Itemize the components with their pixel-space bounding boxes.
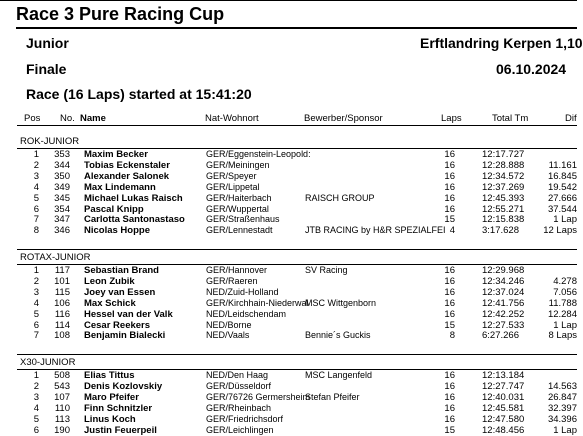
cell-nationality: GER/Hannover bbox=[206, 265, 268, 275]
cell-total-time: 12:37.024 bbox=[482, 287, 525, 298]
driver-name: Benjamin Bialecki bbox=[84, 330, 166, 341]
cell-diff: 19.542 bbox=[547, 182, 577, 193]
cell-nationality: GER/Eggenstein-Leopold: bbox=[206, 149, 311, 159]
driver-name: Tobias Eckenstaler bbox=[84, 160, 170, 171]
cell-total-time: 6:27.266 bbox=[482, 330, 519, 341]
race-info: Race (16 Laps) started at 15:41:20 bbox=[26, 86, 252, 102]
cell-laps: 16 bbox=[444, 171, 455, 182]
cell-no: 344 bbox=[54, 160, 70, 171]
cell-pos: 7 bbox=[33, 214, 39, 225]
session-name: Finale bbox=[26, 61, 67, 77]
cell-laps: 16 bbox=[444, 392, 455, 403]
driver-name: Alexander Salonek bbox=[84, 171, 170, 182]
col-header-sponsor: Bewerber/Sponsor bbox=[304, 113, 383, 124]
cell-laps: 15 bbox=[444, 214, 455, 225]
cell-total-time: 12:55.271 bbox=[482, 204, 525, 215]
driver-name: Leon Zubik bbox=[84, 276, 135, 287]
cell-pos: 1 bbox=[33, 265, 39, 276]
driver-name: Linus Koch bbox=[84, 414, 136, 425]
cell-no: 101 bbox=[54, 276, 70, 287]
cell-pos: 8 bbox=[33, 225, 39, 236]
cell-diff: 16.845 bbox=[547, 171, 577, 182]
cell-diff: 12.284 bbox=[547, 309, 577, 320]
cell-pos: 1 bbox=[33, 370, 39, 381]
cell-total-time: 12:27.533 bbox=[482, 320, 525, 331]
cell-pos: 5 bbox=[33, 414, 39, 425]
cell-total-time: 12:15.838 bbox=[482, 214, 525, 225]
cell-nationality: GER/Leichlingen bbox=[206, 425, 274, 435]
driver-name: Finn Schnitzler bbox=[84, 403, 153, 414]
cell-diff: 1 Lap bbox=[553, 214, 577, 225]
cell-nationality: NED/Vaals bbox=[206, 330, 250, 340]
cell-diff: 26.847 bbox=[547, 392, 577, 403]
cell-diff: 1 Lap bbox=[553, 320, 577, 331]
cell-no: 107 bbox=[54, 392, 70, 403]
cell-nationality: GER/Rheinbach bbox=[206, 403, 272, 413]
cell-pos: 2 bbox=[33, 160, 39, 171]
cell-diff: 14.563 bbox=[547, 381, 577, 392]
cell-pos: 3 bbox=[33, 287, 39, 298]
col-header-name: Name bbox=[80, 113, 106, 124]
cell-pos: 4 bbox=[33, 403, 39, 414]
cell-laps: 16 bbox=[444, 309, 455, 320]
cell-no: 114 bbox=[54, 320, 70, 331]
cell-diff: 37.544 bbox=[547, 204, 577, 215]
cell-laps: 16 bbox=[444, 204, 455, 215]
col-header-total: Total Tm bbox=[492, 113, 529, 124]
class-name: Junior bbox=[26, 35, 69, 51]
cell-laps: 16 bbox=[444, 265, 455, 276]
cell-laps: 16 bbox=[444, 160, 455, 171]
header-rule bbox=[17, 125, 577, 126]
cell-sponsor: RAISCH GROUP bbox=[305, 193, 375, 203]
col-header-nat: Nat-Wohnort bbox=[205, 113, 259, 124]
cell-nationality: NED/Borne bbox=[206, 320, 252, 330]
cell-pos: 3 bbox=[33, 392, 39, 403]
cell-diff: 34.396 bbox=[547, 414, 577, 425]
cell-pos: 5 bbox=[33, 309, 39, 320]
cell-no: 353 bbox=[54, 149, 70, 160]
driver-name: Denis Kozlovskiy bbox=[84, 381, 163, 392]
cell-laps: 16 bbox=[444, 193, 455, 204]
cell-laps: 8 bbox=[449, 330, 455, 341]
cell-nationality: GER/76726 Germersheim bbox=[206, 392, 311, 402]
title-rule bbox=[16, 27, 577, 29]
driver-name: Max Schick bbox=[84, 298, 136, 309]
cell-no: 508 bbox=[54, 370, 70, 381]
cell-no: 117 bbox=[54, 265, 70, 276]
cell-nationality: GER/Haiterbach bbox=[206, 193, 272, 203]
cell-total-time: 12:40.031 bbox=[482, 392, 525, 403]
track-name: Erftlandring Kerpen 1,10 bbox=[420, 35, 583, 51]
cell-total-time: 12:27.747 bbox=[482, 381, 525, 392]
cell-nationality: GER/Lippetal bbox=[206, 182, 260, 192]
cell-sponsor: Bennie´s Guckis bbox=[305, 330, 371, 340]
cell-no: 346 bbox=[54, 225, 70, 236]
driver-name: Hessel van der Valk bbox=[84, 309, 173, 320]
cell-pos: 2 bbox=[33, 276, 39, 287]
group-title: ROTAX-JUNIOR bbox=[20, 252, 91, 263]
cell-sponsor: Stefan Pfeifer bbox=[305, 392, 360, 402]
group-title: X30-JUNIOR bbox=[20, 357, 76, 368]
cell-sponsor: MSC Wittgenborn bbox=[305, 298, 377, 308]
cell-no: 106 bbox=[54, 298, 70, 309]
cell-no: 110 bbox=[54, 403, 70, 414]
cell-diff: 32.397 bbox=[547, 403, 577, 414]
cell-diff: 12 Laps bbox=[543, 225, 577, 236]
cell-laps: 16 bbox=[444, 149, 455, 160]
driver-name: Cesar Reekers bbox=[84, 320, 151, 331]
cell-nationality: GER/Speyer bbox=[206, 171, 257, 181]
driver-name: Michael Lukas Raisch bbox=[84, 193, 183, 204]
cell-laps: 16 bbox=[444, 370, 455, 381]
cell-laps: 15 bbox=[444, 425, 455, 436]
driver-name: Nicolas Hoppe bbox=[84, 225, 150, 236]
cell-no: 115 bbox=[54, 287, 70, 298]
cell-pos: 1 bbox=[33, 149, 39, 160]
cell-total-time: 12:13.184 bbox=[482, 370, 525, 381]
cell-pos: 7 bbox=[33, 330, 39, 341]
group-title: ROK-JUNIOR bbox=[20, 136, 80, 147]
group-divider bbox=[17, 354, 577, 355]
cell-nationality: GER/Lennestadt bbox=[206, 225, 273, 235]
driver-name: Maro Pfeifer bbox=[84, 392, 139, 403]
driver-name: Maxim Becker bbox=[84, 149, 148, 160]
cell-diff: 8 Laps bbox=[548, 330, 577, 341]
cell-sponsor: MSC Langenfeld bbox=[305, 370, 373, 380]
cell-laps: 16 bbox=[444, 276, 455, 287]
cell-no: 347 bbox=[54, 214, 70, 225]
cell-no: 345 bbox=[54, 193, 70, 204]
cell-laps: 16 bbox=[444, 403, 455, 414]
cell-total-time: 12:28.888 bbox=[482, 160, 525, 171]
cell-laps: 16 bbox=[444, 414, 455, 425]
cell-nationality: NED/Den Haag bbox=[206, 370, 269, 380]
cell-no: 108 bbox=[54, 330, 70, 341]
cell-diff: 4.278 bbox=[553, 276, 577, 287]
cell-laps: 16 bbox=[444, 287, 455, 298]
cell-pos: 6 bbox=[33, 204, 39, 215]
cell-pos: 6 bbox=[33, 425, 39, 436]
cell-pos: 3 bbox=[33, 171, 39, 182]
cell-no: 349 bbox=[54, 182, 70, 193]
cell-sponsor: JTB RACING by H&R SPEZIALFEI bbox=[305, 225, 446, 235]
cell-pos: 4 bbox=[33, 298, 39, 309]
cell-nationality: NED/Leidschendam bbox=[206, 309, 287, 319]
cell-diff: 11.161 bbox=[548, 160, 577, 171]
cell-pos: 5 bbox=[33, 193, 39, 204]
race-date: 06.10.2024 bbox=[496, 61, 567, 77]
cell-total-time: 12:41.756 bbox=[482, 298, 525, 309]
cell-pos: 4 bbox=[33, 182, 39, 193]
cell-no: 354 bbox=[54, 204, 70, 215]
cell-total-time: 12:29.968 bbox=[482, 265, 525, 276]
cell-total-time: 12:34.572 bbox=[482, 171, 525, 182]
cell-laps: 4 bbox=[449, 225, 455, 236]
driver-name: Carlotta Santonastaso bbox=[84, 214, 185, 225]
col-header-laps: Laps bbox=[441, 113, 462, 124]
cell-pos: 2 bbox=[33, 381, 39, 392]
driver-name: Justin Feuerpeil bbox=[84, 425, 157, 436]
cell-total-time: 12:17.727 bbox=[482, 149, 525, 160]
cell-total-time: 12:47.580 bbox=[482, 414, 525, 425]
cell-diff: 27.666 bbox=[547, 193, 577, 204]
cell-no: 543 bbox=[54, 381, 70, 392]
cell-nationality: NED/Zuid-Holland bbox=[206, 287, 279, 297]
cell-total-time: 12:45.581 bbox=[482, 403, 525, 414]
cell-pos: 6 bbox=[33, 320, 39, 331]
group-divider bbox=[17, 249, 577, 250]
col-header-diff: Dif bbox=[565, 113, 577, 124]
cell-nationality: GER/Düsseldorf bbox=[206, 381, 272, 391]
driver-name: Max Lindemann bbox=[84, 182, 156, 193]
cell-total-time: 12:45.393 bbox=[482, 193, 525, 204]
top-border bbox=[0, 0, 577, 1]
driver-name: Joey van Essen bbox=[84, 287, 156, 298]
cell-diff: 11.788 bbox=[548, 298, 577, 309]
cell-laps: 16 bbox=[444, 381, 455, 392]
cell-nationality: GER/Kirchhain-Niederwal bbox=[206, 298, 309, 308]
cell-total-time: 12:48.456 bbox=[482, 425, 525, 436]
cell-no: 116 bbox=[54, 309, 70, 320]
cell-laps: 16 bbox=[444, 298, 455, 309]
cell-diff: 7.056 bbox=[553, 287, 577, 298]
cell-nationality: GER/Straßenhaus bbox=[206, 214, 280, 224]
cell-nationality: GER/Raeren bbox=[206, 276, 258, 286]
cell-total-time: 12:34.246 bbox=[482, 276, 525, 287]
page-title: Race 3 Pure Racing Cup bbox=[16, 4, 225, 24]
cell-laps: 15 bbox=[444, 320, 455, 331]
cell-total-time: 12:37.269 bbox=[482, 182, 525, 193]
cell-no: 113 bbox=[54, 414, 70, 425]
cell-nationality: GER/Meiningen bbox=[206, 160, 270, 170]
driver-name: Pascal Knipp bbox=[84, 204, 144, 215]
cell-no: 190 bbox=[54, 425, 70, 436]
col-header-no: No. bbox=[60, 113, 75, 124]
cell-nationality: GER/Friedrichsdorf bbox=[206, 414, 284, 424]
driver-name: Sebastian Brand bbox=[84, 265, 159, 276]
cell-nationality: GER/Wuppertal bbox=[206, 204, 269, 214]
cell-total-time: 12:42.252 bbox=[482, 309, 525, 320]
cell-total-time: 3:17.628 bbox=[482, 225, 519, 236]
cell-diff: 1 Lap bbox=[553, 425, 577, 436]
cell-laps: 16 bbox=[444, 182, 455, 193]
driver-name: Elias Tittus bbox=[84, 370, 135, 381]
cell-no: 350 bbox=[54, 171, 70, 182]
cell-sponsor: SV Racing bbox=[305, 265, 348, 275]
col-header-pos: Pos bbox=[24, 113, 41, 124]
